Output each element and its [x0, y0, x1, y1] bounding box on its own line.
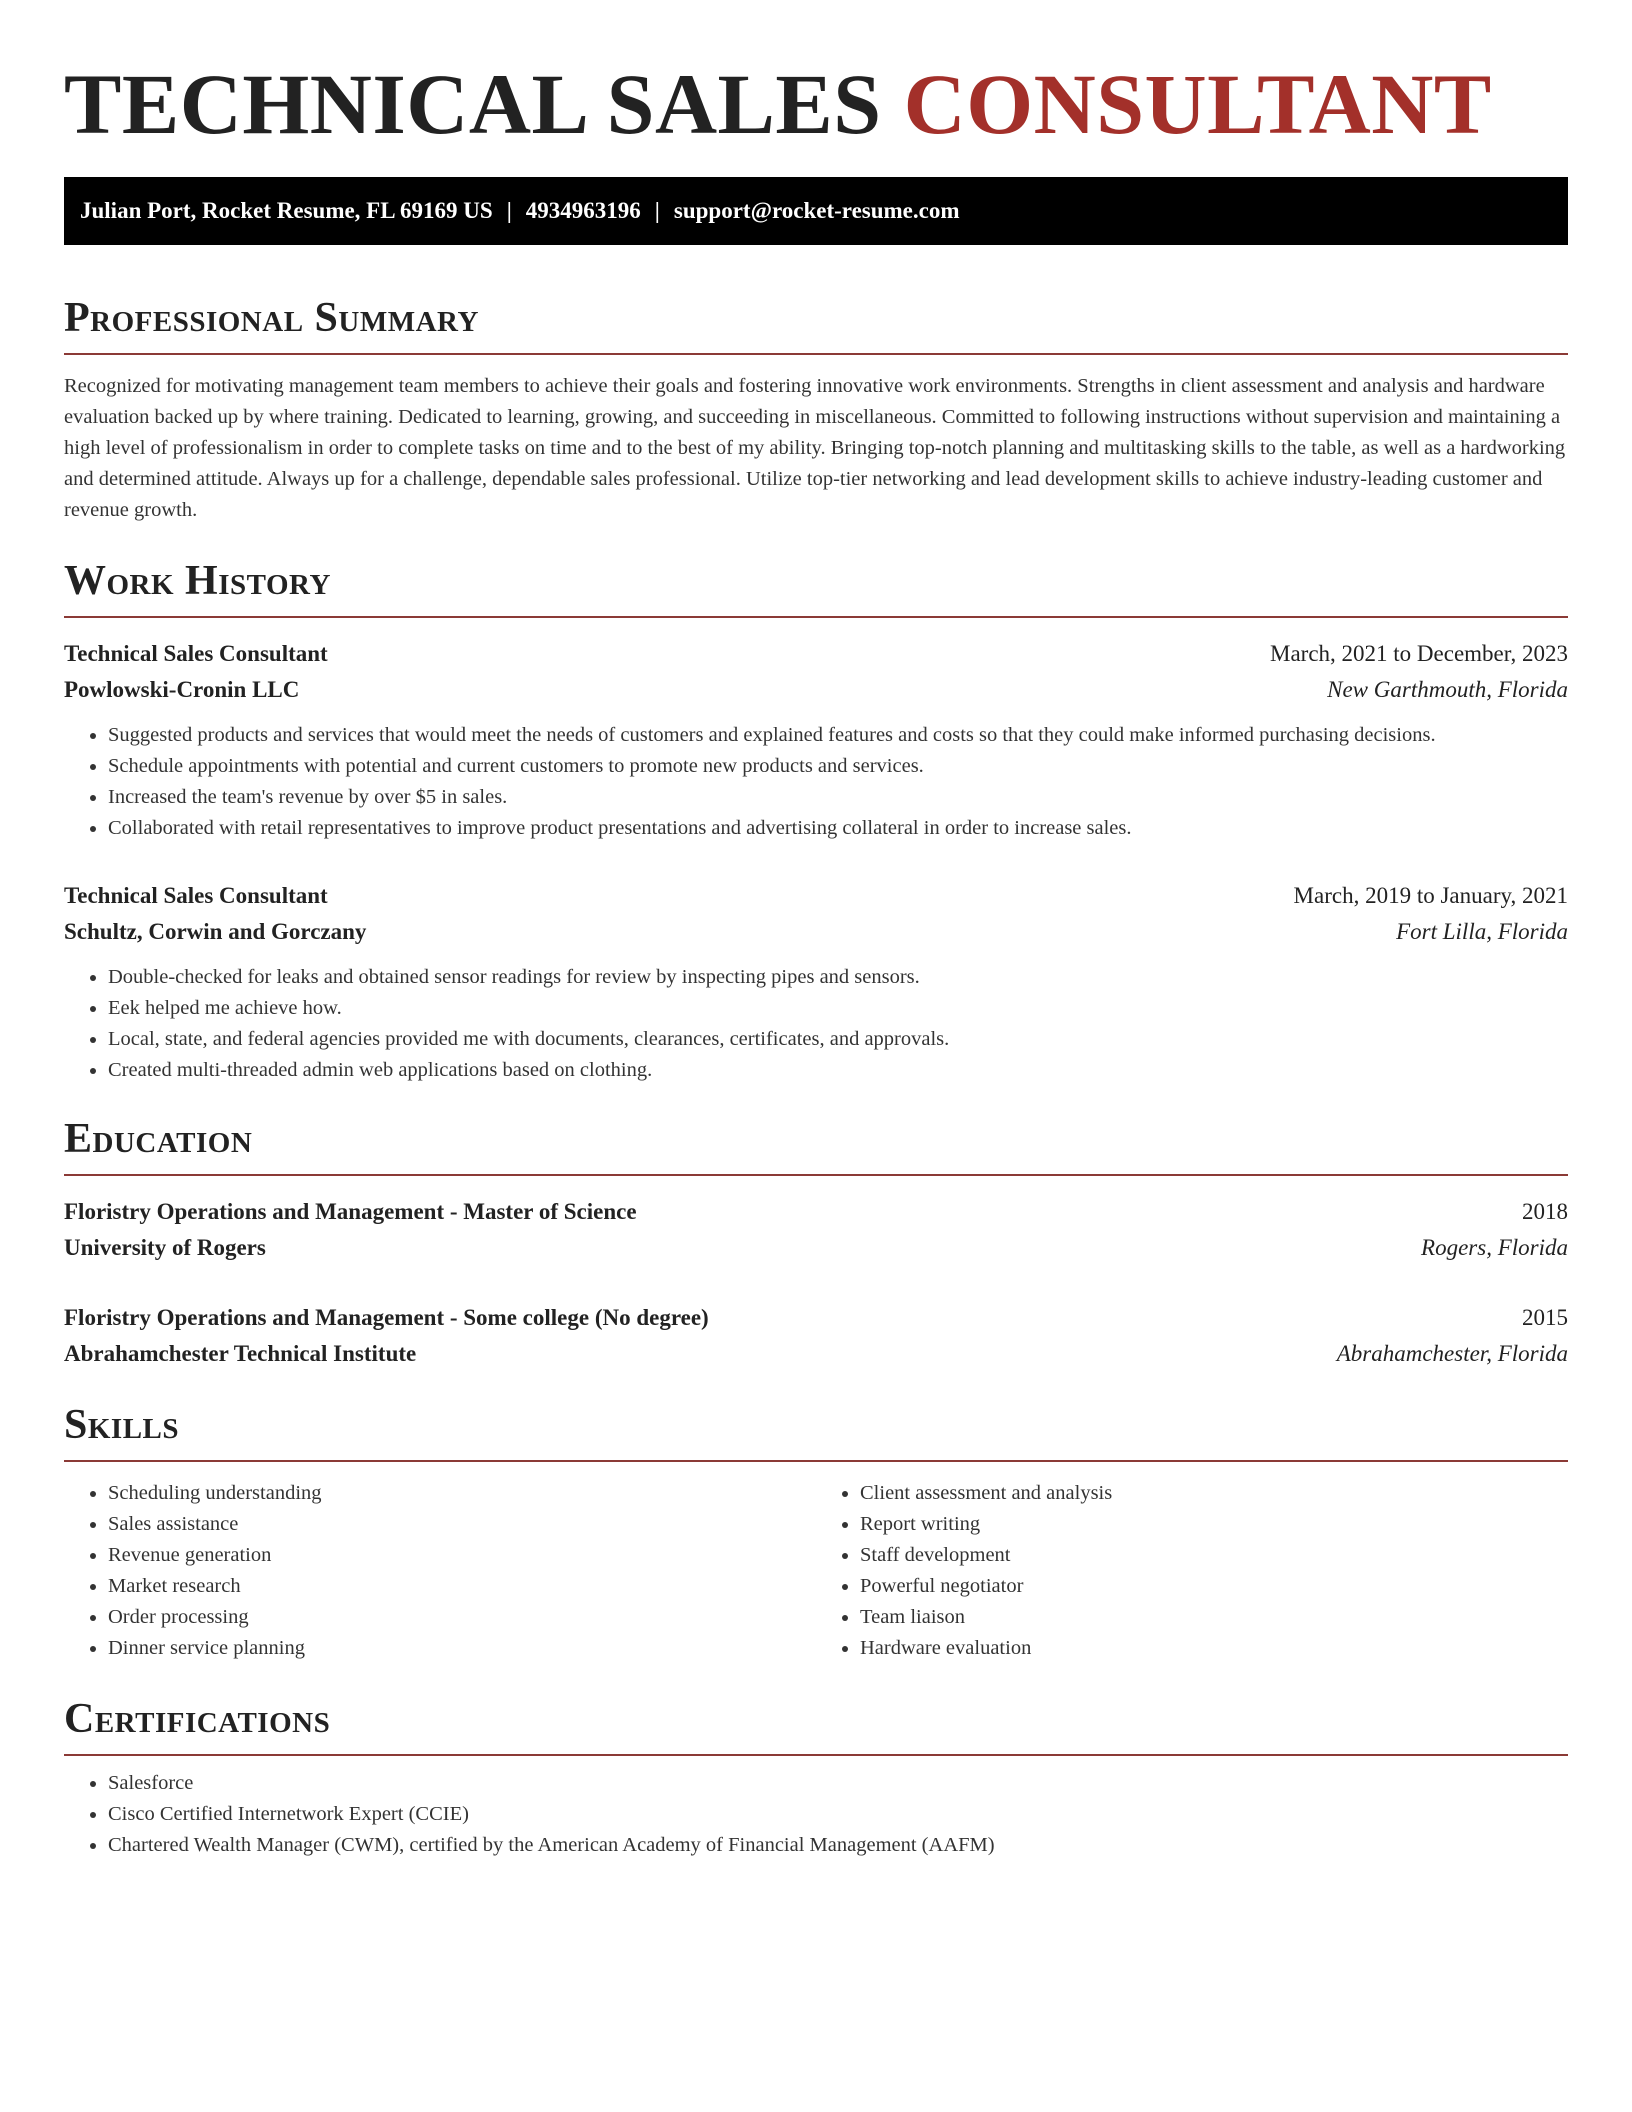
section-divider	[64, 1754, 1568, 1756]
list-item: • Scheduling understanding	[108, 1478, 816, 1509]
job-company-row	[64, 914, 1568, 950]
resume-title	[64, 56, 1568, 152]
list-item: • Powerful negotiator	[860, 1571, 1568, 1602]
education-school-row	[64, 1230, 1568, 1266]
job-entry	[64, 636, 1568, 844]
education-entry	[64, 1194, 1568, 1266]
job-location: New Garthmouth, Florida	[1327, 677, 1568, 702]
job-header-row	[64, 636, 1568, 672]
education-school-row	[64, 1336, 1568, 1372]
list-item: • Report writing	[860, 1509, 1568, 1540]
list-item: • Dinner service planning	[108, 1633, 816, 1664]
contact-bar	[64, 177, 1568, 245]
contact-email: support@rocket-resume.com	[673, 198, 960, 223]
job-bullets	[64, 720, 1568, 844]
job-title: Technical Sales Consultant	[64, 883, 328, 908]
list-item: • Order processing	[108, 1602, 816, 1633]
skills-list-right	[816, 1478, 1568, 1664]
section-title-skills: Skills	[64, 1402, 180, 1448]
education-school: University of Rogers	[64, 1235, 266, 1260]
education-entry	[64, 1300, 1568, 1372]
list-item: • Salesforce	[108, 1768, 1568, 1799]
section-title-education: Education	[64, 1116, 253, 1162]
job-header-row	[64, 878, 1568, 914]
title-main: TECHNICAL SALES	[64, 56, 882, 152]
education-degree: Floristry Operations and Management - Master of Science	[64, 1199, 637, 1224]
list-item: • Increased the team's revenue by over $5 in sales.	[108, 782, 1568, 813]
education-year: 2015	[1522, 1305, 1568, 1330]
list-item: • Chartered Wealth Manager (CWM), certified by the American Academy of Financial Management (AAFM)	[108, 1830, 1568, 1861]
job-company: Powlowski-Cronin LLC	[64, 677, 300, 702]
contact-separator: |	[506, 198, 512, 223]
job-entry	[64, 878, 1568, 1086]
section-divider	[64, 616, 1568, 618]
list-item: • Team liaison	[860, 1602, 1568, 1633]
section-title-certifications: Certifications	[64, 1696, 331, 1742]
title-accent: CONSULTANT	[903, 56, 1492, 152]
skills-columns	[64, 1478, 1568, 1664]
list-item: • Suggested products and services that would meet the needs of customers and explained features and costs so that they could make informed purchasing decisions.	[108, 720, 1568, 751]
education-location: Rogers, Florida	[1421, 1235, 1568, 1260]
list-item: • Eek helped me achieve how.	[108, 993, 1568, 1024]
certifications-list	[64, 1768, 1568, 1861]
list-item: • Staff development	[860, 1540, 1568, 1571]
job-dates: March, 2019 to January, 2021	[1293, 883, 1568, 908]
contact-address: Julian Port, Rocket Resume, FL 69169 US	[80, 198, 493, 223]
list-item: • Cisco Certified Internetwork Expert (CCIE)	[108, 1799, 1568, 1830]
section-divider	[64, 1174, 1568, 1176]
list-item: • Double-checked for leaks and obtained sensor readings for review by inspecting pipes and sensors.	[108, 962, 1568, 993]
summary-text: Recognized for motivating management team members to achieve their goals and fostering innovative work environments. Strengths in client assessment and analysis and hardware evaluation backed up by where training. Dedicated to learning, growing, and succeeding in miscellaneous. Committed to following instructions without supervision and maintaining a high level of professionalism in order to complete tasks on time and to the best of my ability. Bringing top-notch planning and multitasking skills to the table, as well as a hardworking and determined attitude. Always up for a challenge, dependable sales professional. Utilize top-tier networking and lead development skills to achieve industry-leading customer and revenue growth.	[64, 375, 1566, 521]
list-item: • Sales assistance	[108, 1509, 816, 1540]
skills-list-left	[64, 1478, 816, 1664]
education-degree-row	[64, 1300, 1568, 1336]
education-school: Abrahamchester Technical Institute	[64, 1341, 417, 1366]
job-title: Technical Sales Consultant	[64, 641, 328, 666]
list-item: • Collaborated with retail representatives to improve product presentations and advertising collateral in order to increase sales.	[108, 813, 1568, 844]
list-item: • Hardware evaluation	[860, 1633, 1568, 1664]
education-year: 2018	[1522, 1199, 1568, 1224]
section-divider	[64, 1460, 1568, 1462]
education-degree: Floristry Operations and Management - Some college (No degree)	[64, 1305, 709, 1330]
section-title-work-history: Work History	[64, 558, 331, 604]
list-item: • Schedule appointments with potential and current customers to promote new products and services.	[108, 751, 1568, 782]
list-item: • Local, state, and federal agencies provided me with documents, clearances, certificates, and approvals.	[108, 1024, 1568, 1055]
job-company: Schultz, Corwin and Gorczany	[64, 919, 367, 944]
section-title-summary: Professional Summary	[64, 295, 479, 341]
job-bullets	[64, 962, 1568, 1086]
list-item: • Created multi-threaded admin web applications based on clothing.	[108, 1055, 1568, 1086]
contact-phone: 4934963196	[525, 198, 641, 223]
education-location: Abrahamchester, Florida	[1336, 1341, 1568, 1366]
contact-separator: |	[654, 198, 660, 223]
list-item: • Revenue generation	[108, 1540, 816, 1571]
section-divider	[64, 353, 1568, 355]
list-item: • Client assessment and analysis	[860, 1478, 1568, 1509]
education-degree-row	[64, 1194, 1568, 1230]
job-dates: March, 2021 to December, 2023	[1270, 641, 1568, 666]
job-location: Fort Lilla, Florida	[1396, 919, 1568, 944]
list-item: • Market research	[108, 1571, 816, 1602]
job-company-row	[64, 672, 1568, 708]
